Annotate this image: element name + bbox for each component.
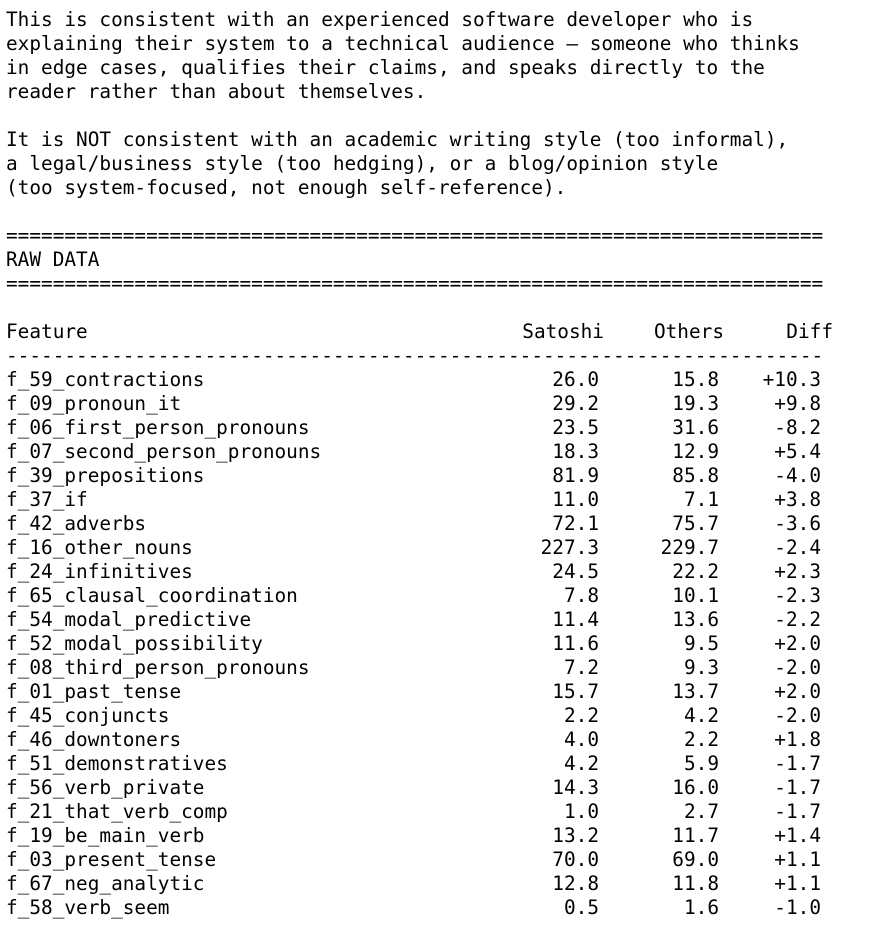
- text-line: explaining their system to a technical audience — someone who thinks: [6, 32, 800, 55]
- cell-diff: -1.7: [774, 800, 821, 823]
- table-row: [6, 824, 884, 848]
- cell-feature: f_39_prepositions: [6, 464, 205, 487]
- table-row: [6, 656, 884, 680]
- text-line: in edge cases, qualifies their claims, and speaks directly to the: [6, 56, 765, 79]
- cell-diff: -1.7: [774, 752, 821, 775]
- cell-others: 31.6: [672, 416, 719, 439]
- table-row: [6, 848, 884, 872]
- text-line: This is consistent with an experienced software developer who is: [6, 8, 754, 31]
- cell-satoshi: 15.7: [552, 680, 599, 703]
- cell-satoshi: 13.2: [552, 824, 599, 847]
- table-row: [6, 632, 884, 656]
- cell-diff: +1.4: [774, 824, 821, 847]
- table-row: [6, 776, 884, 800]
- cell-satoshi: 11.6: [552, 632, 599, 655]
- single-rule: ----------------------------------------------------------------------: [6, 344, 824, 367]
- cell-diff: +10.3: [762, 368, 821, 391]
- table-row: [6, 800, 884, 824]
- cell-feature: f_67_neg_analytic: [6, 872, 205, 895]
- cell-diff: +1.1: [774, 872, 821, 895]
- cell-diff: +2.0: [774, 680, 821, 703]
- cell-others: 5.9: [683, 752, 719, 775]
- cell-others: 16.0: [672, 776, 719, 799]
- terminal-output: [6, 8, 884, 920]
- cell-satoshi: 11.4: [552, 608, 599, 631]
- cell-satoshi: 26.0: [552, 368, 599, 391]
- cell-feature: f_21_that_verb_comp: [6, 800, 228, 823]
- table-row: [6, 536, 884, 560]
- cell-diff: -2.4: [774, 536, 821, 559]
- cell-others: 69.0: [672, 848, 719, 871]
- table-row: [6, 728, 884, 752]
- text-line: reader rather than about themselves.: [6, 80, 427, 103]
- cell-feature: f_45_conjuncts: [6, 704, 170, 727]
- cell-others: 9.5: [683, 632, 719, 655]
- cell-others: 15.8: [672, 368, 719, 391]
- cell-feature: f_09_pronoun_it: [6, 392, 182, 415]
- cell-satoshi: 4.0: [563, 728, 599, 751]
- cell-feature: f_16_other_nouns: [6, 536, 193, 559]
- blank-line: [6, 200, 884, 224]
- cell-others: 11.7: [672, 824, 719, 847]
- table-row: [6, 368, 884, 392]
- cell-feature: f_46_downtoners: [6, 728, 182, 751]
- table-row: [6, 872, 884, 896]
- cell-feature: f_59_contractions: [6, 368, 205, 391]
- cell-diff: -2.3: [774, 584, 821, 607]
- table-row: [6, 584, 884, 608]
- cell-others: 2.7: [683, 800, 719, 823]
- table-row: [6, 416, 884, 440]
- cell-diff: -2.0: [774, 704, 821, 727]
- cell-satoshi: 29.2: [552, 392, 599, 415]
- cell-feature: f_03_present_tense: [6, 848, 217, 871]
- blank-line: [6, 296, 884, 320]
- cell-others: 13.6: [672, 608, 719, 631]
- cell-others: 85.8: [672, 464, 719, 487]
- cell-satoshi: 0.5: [563, 896, 599, 919]
- cell-feature: f_01_past_tense: [6, 680, 182, 703]
- cell-diff: +1.1: [774, 848, 821, 871]
- table-row: [6, 512, 884, 536]
- cell-diff: -1.0: [774, 896, 821, 919]
- table-row: [6, 680, 884, 704]
- cell-diff: +9.8: [774, 392, 821, 415]
- cell-feature: f_07_second_person_pronouns: [6, 440, 322, 463]
- paragraph-not-consistent: [6, 128, 884, 200]
- cell-others: 11.8: [672, 872, 719, 895]
- cell-diff: -4.0: [774, 464, 821, 487]
- cell-feature: f_19_be_main_verb: [6, 824, 205, 847]
- cell-satoshi: 70.0: [552, 848, 599, 871]
- cell-feature: f_65_clausal_coordination: [6, 584, 298, 607]
- cell-diff: +1.8: [774, 728, 821, 751]
- cell-satoshi: 7.2: [563, 656, 599, 679]
- cell-diff: -8.2: [774, 416, 821, 439]
- cell-others: 12.9: [672, 440, 719, 463]
- cell-satoshi: 227.3: [540, 536, 599, 559]
- cell-others: 4.2: [683, 704, 719, 727]
- table-row: [6, 464, 884, 488]
- table-header: [6, 320, 884, 344]
- cell-others: 10.1: [672, 584, 719, 607]
- text-line: a legal/business style (too hedging), or a blog/opinion style: [6, 152, 719, 175]
- cell-feature: f_06_first_person_pronouns: [6, 416, 310, 439]
- double-rule-bottom: ======================================================================: [6, 272, 824, 295]
- cell-feature: f_08_third_person_pronouns: [6, 656, 310, 679]
- cell-satoshi: 7.8: [563, 584, 599, 607]
- cell-diff: -3.6: [774, 512, 821, 535]
- blank-line: [6, 104, 884, 128]
- cell-diff: +5.4: [774, 440, 821, 463]
- cell-others: 7.1: [683, 488, 719, 511]
- cell-diff: -2.0: [774, 656, 821, 679]
- cell-feature: f_54_modal_predictive: [6, 608, 252, 631]
- cell-satoshi: 72.1: [552, 512, 599, 535]
- cell-others: 19.3: [672, 392, 719, 415]
- cell-others: 229.7: [660, 536, 719, 559]
- cell-others: 2.2: [683, 728, 719, 751]
- header-diff: Diff: [786, 320, 833, 343]
- cell-satoshi: 81.9: [552, 464, 599, 487]
- table-row: [6, 752, 884, 776]
- cell-others: 75.7: [672, 512, 719, 535]
- cell-diff: +3.8: [774, 488, 821, 511]
- cell-feature: f_51_demonstratives: [6, 752, 228, 775]
- cell-others: 22.2: [672, 560, 719, 583]
- cell-others: 9.3: [683, 656, 719, 679]
- cell-satoshi: 11.0: [552, 488, 599, 511]
- cell-feature: f_58_verb_seem: [6, 896, 170, 919]
- text-line: It is NOT consistent with an academic writing style (too informal),: [6, 128, 789, 151]
- table-row: [6, 608, 884, 632]
- cell-satoshi: 12.8: [552, 872, 599, 895]
- cell-satoshi: 1.0: [563, 800, 599, 823]
- cell-feature: f_37_if: [6, 488, 88, 511]
- cell-diff: -1.7: [774, 776, 821, 799]
- cell-feature: f_42_adverbs: [6, 512, 147, 535]
- cell-feature: f_56_verb_private: [6, 776, 205, 799]
- cell-satoshi: 24.5: [552, 560, 599, 583]
- cell-satoshi: 2.2: [563, 704, 599, 727]
- cell-feature: f_52_modal_possibility: [6, 632, 263, 655]
- table-row: [6, 896, 884, 920]
- table-body: [6, 368, 884, 920]
- paragraph-consistent: [6, 8, 884, 104]
- table-row: [6, 560, 884, 584]
- cell-feature: f_24_infinitives: [6, 560, 193, 583]
- cell-diff: -2.2: [774, 608, 821, 631]
- double-rule-top: ======================================================================: [6, 224, 824, 247]
- cell-satoshi: 14.3: [552, 776, 599, 799]
- table-row: [6, 488, 884, 512]
- table-row: [6, 440, 884, 464]
- header-others: Others: [653, 320, 724, 343]
- cell-satoshi: 23.5: [552, 416, 599, 439]
- header-feature: Feature: [6, 320, 88, 343]
- header-satoshi: Satoshi: [522, 320, 604, 343]
- table-row: [6, 704, 884, 728]
- cell-others: 1.6: [683, 896, 719, 919]
- table-row: [6, 392, 884, 416]
- cell-satoshi: 4.2: [563, 752, 599, 775]
- cell-satoshi: 18.3: [552, 440, 599, 463]
- section-title: RAW DATA: [6, 248, 100, 271]
- cell-diff: +2.0: [774, 632, 821, 655]
- text-line: (too system-focused, not enough self-reference).: [6, 176, 567, 199]
- cell-others: 13.7: [672, 680, 719, 703]
- cell-diff: +2.3: [774, 560, 821, 583]
